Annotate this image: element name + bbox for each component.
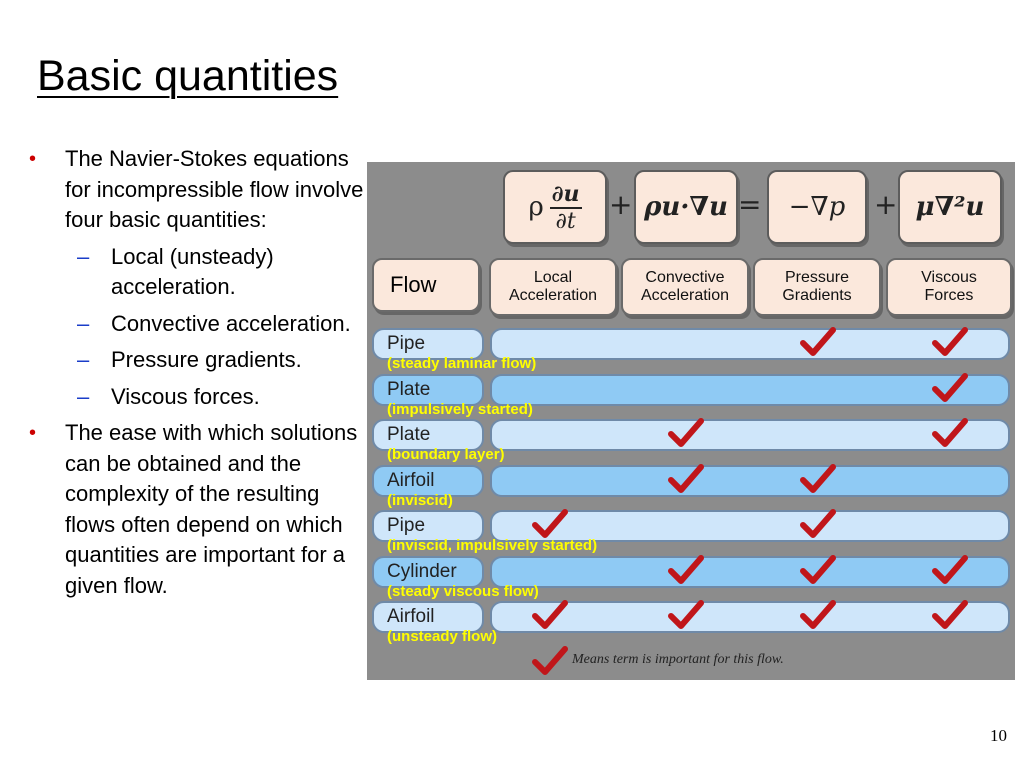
bullet-list [27, 144, 365, 601]
flow-condition-label: (steady viscous flow) [387, 583, 539, 600]
plus-sign: + [609, 188, 633, 221]
fraction-numerator: ∂u [551, 180, 580, 207]
check-icon [668, 463, 704, 495]
check-icon [668, 417, 704, 449]
bullet-marker: • [29, 148, 37, 170]
flow-condition-label: (impulsively started) [387, 401, 533, 418]
sub-bullet-item [27, 382, 365, 413]
check-icon [800, 599, 836, 631]
dash-marker: – [77, 383, 90, 409]
check-icon [932, 417, 968, 449]
convective-acceleration-term [634, 170, 738, 244]
check-icon [800, 508, 836, 540]
header-label: Convective Acceleration [640, 269, 730, 304]
dash-marker: – [77, 310, 90, 336]
check-icon [932, 326, 968, 358]
partial-fraction [550, 181, 582, 234]
table-row [490, 465, 1010, 497]
check-icon [932, 554, 968, 586]
check-icon [532, 508, 568, 540]
flow-name: Airfoil [372, 601, 484, 633]
sub-bullet-item [27, 309, 365, 340]
check-icon [932, 372, 968, 404]
local-acceleration-term [503, 170, 607, 244]
flow-name: Pipe [372, 510, 484, 542]
check-icon [800, 326, 836, 358]
check-icon [800, 554, 836, 586]
page-number: 10 [990, 726, 1007, 745]
sub-bullet-text: Viscous forces. [111, 383, 260, 409]
dash-marker: – [77, 347, 90, 372]
header-local-acceleration [489, 258, 617, 316]
flow-name: Cylinder [372, 556, 484, 588]
header-viscous-forces [886, 258, 1012, 316]
sub-bullet-text: Local (unsteady) acceleration. [111, 243, 274, 299]
header-label: Local Acceleration [508, 269, 598, 304]
slide-title: Basic quantities [37, 52, 339, 100]
flow-condition-label: (steady laminar flow) [387, 355, 537, 372]
check-icon [800, 463, 836, 495]
sub-bullet-item [27, 345, 365, 376]
flow-name: Pipe [372, 328, 484, 360]
flow-name: Plate [372, 374, 484, 406]
flow-name: Plate [372, 419, 484, 451]
header-label: Viscous Forces [921, 269, 977, 304]
bullet-text: The ease with which solutions can be obtained and the complexity of the resulting flows often depend on which quantities are important for a given flow. [65, 420, 358, 598]
bullet-text: The Navier-Stokes equations for incompressible flow involve four basic quantities: [65, 146, 364, 232]
flow-name: Airfoil [372, 465, 484, 497]
bullet-item [27, 144, 365, 236]
plus-sign: + [874, 188, 898, 221]
check-icon [932, 599, 968, 631]
check-icon [668, 599, 704, 631]
bullet-marker: • [29, 422, 37, 444]
flow-condition-label: (inviscid, impulsively started) [387, 537, 598, 554]
viscous-force-term [898, 170, 1002, 244]
flow-condition-label: (inviscid) [387, 492, 453, 509]
dash-marker: – [77, 243, 90, 269]
fraction-denominator: ∂t [555, 208, 576, 234]
convective-expression: ρu·∇u [644, 192, 728, 222]
flow-column-header: Flow [372, 258, 480, 312]
check-icon [668, 554, 704, 586]
header-pressure-gradients [753, 258, 881, 316]
equals-sign: = [738, 188, 762, 221]
pressure-expression: −∇p [788, 192, 846, 222]
sub-bullet-text: Convective acceleration. [111, 310, 351, 336]
header-convective-acceleration [621, 258, 749, 316]
viscous-expression: μ∇²u [915, 192, 985, 222]
sub-bullet-item [27, 242, 365, 303]
flow-condition-label: (boundary layer) [387, 446, 505, 463]
pressure-gradient-term [767, 170, 867, 244]
check-icon [532, 645, 568, 677]
rho-symbol: ρ [528, 192, 544, 222]
check-icon [532, 599, 568, 631]
legend-text: Means term is important for this flow. [572, 652, 784, 667]
flow-condition-label: (unsteady flow) [387, 628, 498, 645]
header-label: Pressure Gradients [782, 269, 852, 304]
sub-bullet-text: Pressure gradients. [111, 347, 302, 372]
bullet-item [27, 418, 365, 601]
